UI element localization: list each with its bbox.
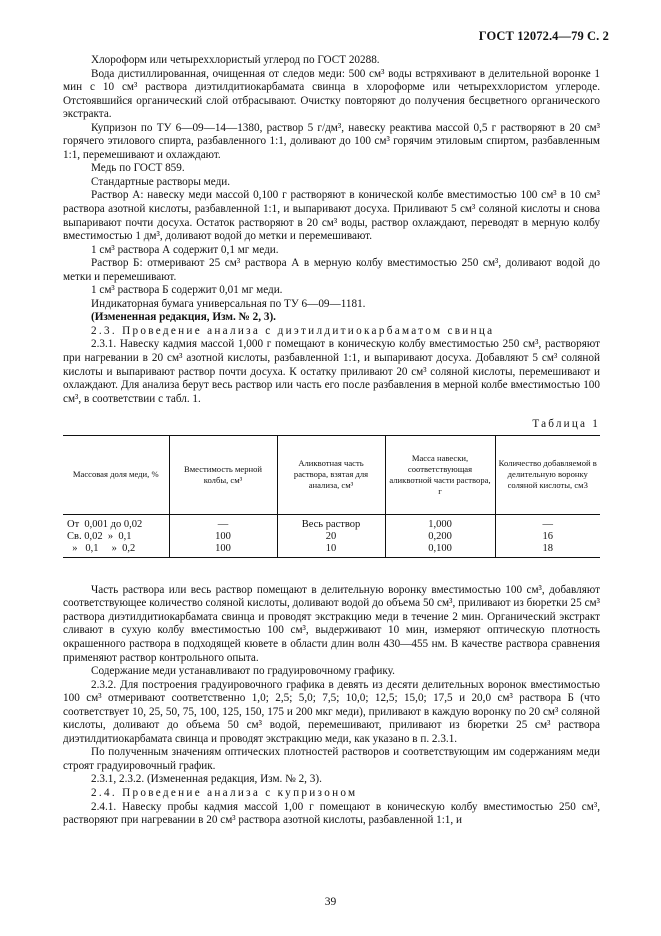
table-header-cell: Вместимость мерной колбы, см³ — [169, 435, 277, 514]
paragraph: По полученным значениям оптических плотностей растворов и соответствующим им содержаниям меди строят градуировочный график. — [63, 746, 600, 772]
paragraph: Вода дистиллированная, очищенная от следов меди: 500 см³ воды встряхивают в делительной воронке 1 мин с 10 см³ раствора диэтилдитиокарбамата свинца в хлороформе или четыреххлористом углероде. Отстоявшийся органический слой отбрасывают. Очистку повторяют до получения бесцветного органического экстракта. — [63, 67, 600, 121]
table-cell: От 0,001 до 0,02 — [67, 518, 143, 530]
table-row — [63, 531, 600, 543]
paragraph: Хлороформ или четыреххлористый углерод по ГОСТ 20288. — [91, 54, 380, 66]
table-cell: — — [169, 514, 277, 531]
paragraph: Раствор А: навеску меди массой 0,100 г растворяют в конической колбе вместимостью 100 см³ в 10 см³ раствора азотной кислоты, разбавленной 1:1, и выпаривают досуха. Приливают 5 см³ соляной кислоты и снова выпаривают почти досуха. Остаток растворяют в 20 см³ воды, раствор охлаждают, переводят в мерную колбу вместимостью 1 дм³, доливают водой до метки и перемешивают. — [63, 189, 600, 243]
table-cell: 0,100 — [385, 543, 495, 558]
table-1 — [63, 435, 600, 558]
page-header: ГОСТ 12072.4—79 С. 2 — [478, 29, 609, 43]
table-caption: Таблица 1 — [532, 418, 600, 431]
paragraph: Купризон по ТУ 6—09—14—1380, раствор 5 г/дм³, навеску реактива массой 0,5 г растворяют в 20 см³ горячего этилового спирта, разбавленного 1:1, доливают до 100 см³ горячим этиловым спиртом, разбавленным 1:1, перемешивают и охлаждают. — [63, 121, 600, 161]
paragraph: Индикаторная бумага универсальная по ТУ 6—09—1181. — [91, 297, 366, 310]
table-header-cell: Количество добавляемой в делительную воронку соляной кислоты, см3 — [495, 435, 600, 514]
table-cell: 16 — [495, 531, 600, 543]
paragraph: 2.4. Проведение анализа с купризоном — [91, 786, 358, 799]
paragraph: 1 см³ раствора Б содержит 0,01 мг меди. — [91, 284, 283, 297]
paragraph: 2.4.1. Навеску пробы кадмия массой 1,00 г помещают в коническую колбу вместимостью 250 см³, растворяют при нагревании в 20 см³ раствора азотной кислоты, разбавленной 1:1, и — [63, 800, 600, 827]
text-block-bottom — [63, 584, 600, 828]
table-row — [63, 514, 600, 531]
paragraph: 2.3. Проведение анализа с диэтилдитиокарбаматом свинца — [91, 324, 495, 337]
paragraph: 2.3.1, 2.3.2. (Измененная редакция, Изм. № 2, 3). — [91, 773, 322, 786]
paragraph: Стандартные растворы меди. — [91, 175, 231, 188]
paragraph: Раствор Б: отмеривают 25 см³ раствора А в мерную колбу вместимостью 250 см³, доливают водой до метки и перемешивают. — [63, 257, 600, 283]
table-row — [63, 543, 600, 558]
table-cell: 100 — [169, 543, 277, 558]
table-cell: 20 — [277, 531, 385, 543]
paragraph: Содержание меди устанавливают по градуировочному графику. — [91, 665, 395, 678]
table-cell: » 0,1 » 0,2 — [63, 543, 169, 558]
table-header-cell: Масса навески, соответствующая аликвотной части раствора, г — [385, 435, 495, 514]
paragraph: (Измененная редакция, Изм. № 2, 3). — [91, 311, 276, 324]
table-cell: 10 — [277, 543, 385, 558]
paragraph: 2.3.2. Для построения градуировочного графика в девять из десяти делительных воронок вместимостью 100 см³ отмеривают соответственно 1,0; 2,5; 5,0; 7,5; 10,0; 12,5; 15,0; 17,5 и 20,0 см³ раствора Б (что соответствует 10, 25, 50, 75, 100, 125, 150, 175 и 200 мкг меди), приливают в каждую воронку по 20 см³ соляной кислоты, доливают до объема 50 см³ водой, перемешивают, приливают из бюретки 25 см³ раствора диэтилдитиокарбамата свинца и проводят экстракцию меди, как указано в п. 2.3.1. — [63, 678, 600, 745]
paragraph: Часть раствора или весь раствор помещают в делительную воронку вместимостью 100 см³, добавляют соответствующее количество соляной кислоты, доливают водой до объема 50 см³, приливают из бюретки 25 см³ раствора диэтилдитиокарбамата свинца и проводят экстракцию меди в течение 2 мин. Органический экстракт сливают в сухую колбу вместимостью 100 см³, выдерживают 10 мин, измеряют оптическую плотность окрашенного раствора в подходящей кювете в области длин волн 430—455 нм. В качестве раствора сравнения применяют раствор контрольного опыта. — [63, 583, 600, 664]
table-cell: Весь раствор — [277, 514, 385, 531]
table-header-cell: Массовая доля меди, % — [63, 435, 169, 514]
paragraph: Медь по ГОСТ 859. — [91, 162, 185, 175]
table-header-row — [63, 435, 600, 514]
table-cell: — — [495, 514, 600, 531]
paragraph: 2.3.1. Навеску кадмия массой 1,000 г помещают в коническую колбу вместимостью 250 см³, растворяют при нагревании в 20 см³ азотной кислоты, разбавленной 1:1, и выпаривают досуха. Добавляют 5 см³ соляной кислоты и выпаривают раствор почти досуха. К остатку приливают 20 см³ соляной кислоты, перемешивают и охлаждают. Для анализа берут весь раствор или часть его после разбавления в мерной колбе вместимостью 100 см³, в соответствии с табл. 1. — [63, 338, 600, 405]
paragraph: 1 см³ раствора А содержит 0,1 мг меди. — [91, 243, 279, 256]
document-body — [63, 54, 600, 828]
text-block-top — [63, 54, 600, 406]
table-cell: 100 — [169, 531, 277, 543]
table-cell: Св. 0,02 » 0,1 — [67, 530, 132, 542]
table-cell: 1,000 — [385, 514, 495, 531]
table-cell: 0,200 — [385, 531, 495, 543]
table-cell: 18 — [495, 543, 600, 558]
page-number: 39 — [324, 896, 337, 908]
table-header-cell: Аликвотная часть раствора, взятая для анализа, см³ — [277, 435, 385, 514]
